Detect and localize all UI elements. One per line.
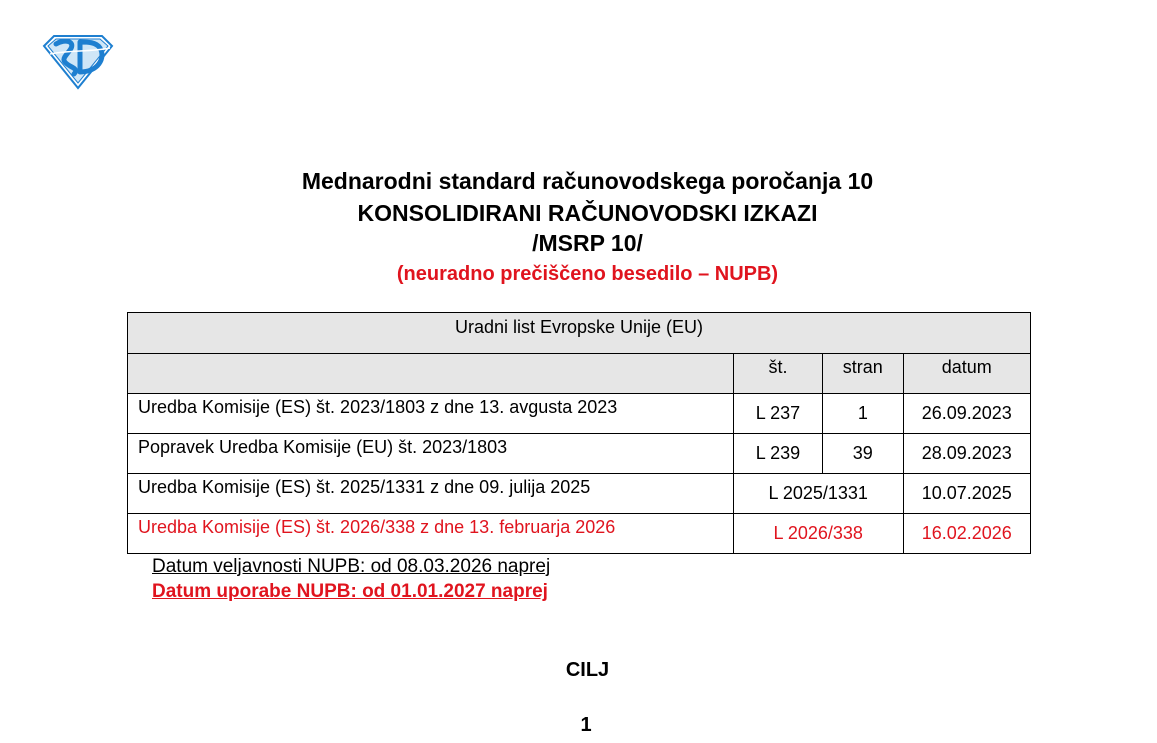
standard-code: /MSRP 10/	[532, 230, 643, 256]
table-row	[128, 474, 1031, 514]
regulation-name: Uredba Komisije (ES) št. 2026/338 z dne 13. februarja 2026	[128, 514, 734, 554]
regulation-name: Popravek Uredba Komisije (EU) št. 2023/1803	[128, 434, 734, 474]
journal-page: 39	[823, 434, 903, 474]
company-logo	[40, 32, 116, 90]
column-header-date: datum	[903, 354, 1030, 394]
section-heading: CILJ	[565, 659, 610, 681]
table-row	[128, 394, 1031, 434]
header-empty-cell	[128, 354, 734, 394]
column-header-number: št.	[733, 354, 822, 394]
journal-date: 10.07.2025	[903, 474, 1030, 514]
regulation-name: Uredba Komisije (ES) št. 2025/1331 z dne 09. julija 2025	[128, 474, 734, 514]
journal-date: 28.09.2023	[903, 434, 1030, 474]
regulation-name: Uredba Komisije (ES) št. 2023/1803 z dne 13. avgusta 2023	[128, 394, 734, 434]
journal-page: 1	[823, 394, 903, 434]
journal-reference: L 2025/1331	[733, 474, 903, 514]
document-subtitle-caps: KONSOLIDIRANI RAČUNOVODSKI IZKAZI	[357, 200, 818, 226]
journal-date: 16.02.2026	[903, 514, 1030, 554]
column-header-page: stran	[823, 354, 903, 394]
journal-date: 26.09.2023	[903, 394, 1030, 434]
official-journal-table	[127, 312, 1031, 554]
table-caption: Uradni list Evropske Unije (EU)	[128, 313, 1031, 354]
application-date: Datum uporabe NUPB: od 01.01.2027 naprej	[152, 581, 548, 602]
page-number: 1	[580, 714, 592, 736]
unofficial-text-note: (neuradno prečiščeno besedilo – NUPB)	[396, 263, 779, 285]
table-row	[128, 434, 1031, 474]
document-title: Mednarodni standard računovodskega poročanja 10	[301, 168, 874, 194]
table-row	[128, 514, 1031, 554]
journal-reference: L 2026/338	[733, 514, 903, 554]
journal-number: L 239	[733, 434, 822, 474]
validity-date: Datum veljavnosti NUPB: od 08.03.2026 naprej	[152, 556, 551, 577]
journal-number: L 237	[733, 394, 822, 434]
